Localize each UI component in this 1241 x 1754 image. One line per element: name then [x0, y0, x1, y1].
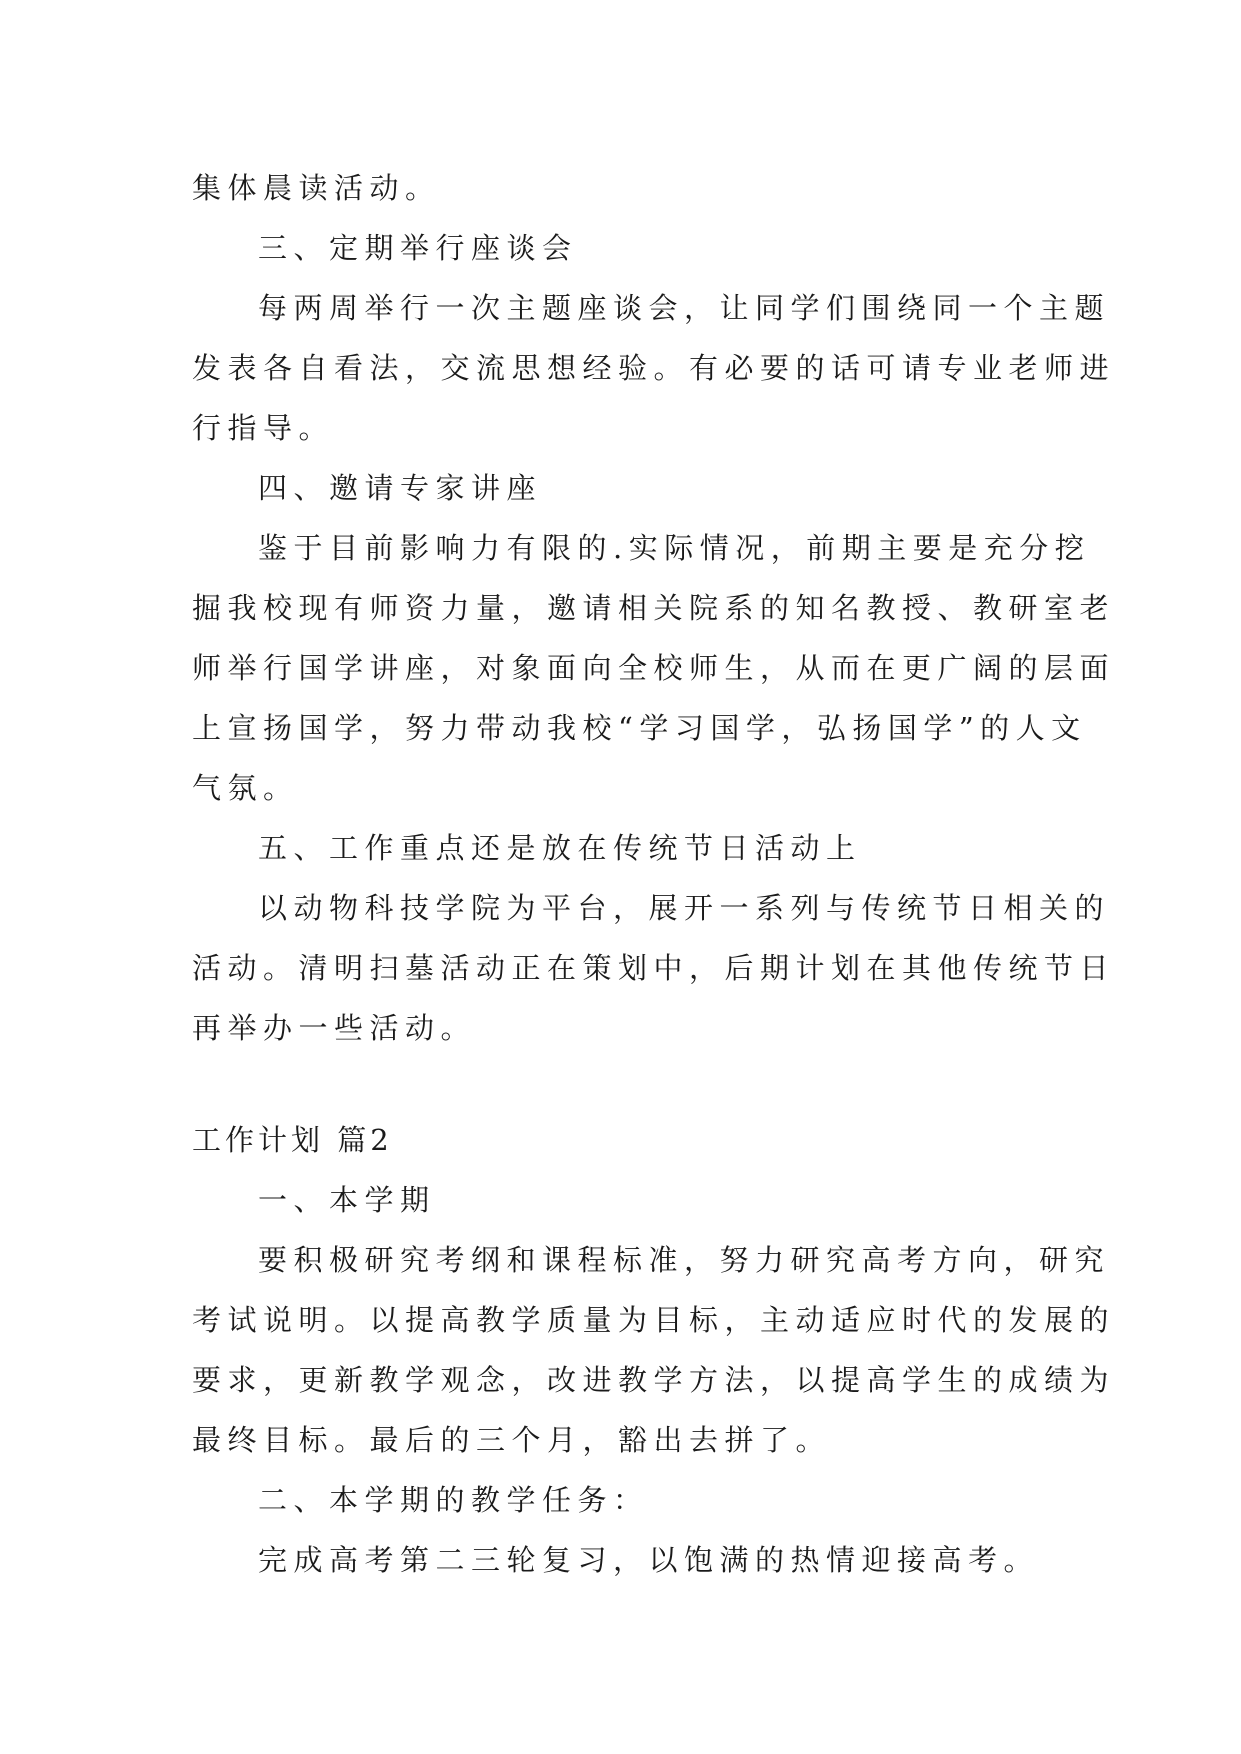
heading-line: 一、本学期 — [258, 1183, 436, 1217]
paragraph-line: 考试说明。以提高教学质量为目标，主动适应时代的发展的 — [192, 1303, 1116, 1337]
paragraph-line: 要积极研究考纲和课程标准，努力研究高考方向，研究 — [258, 1243, 1111, 1277]
paragraph-line: 掘我校现有师资力量，邀请相关院系的知名教授、教研室老 — [192, 591, 1116, 625]
heading-line: 五、工作重点还是放在传统节日活动上 — [258, 831, 862, 865]
paragraph-line: 要求，更新教学观念，改进教学方法，以提高学生的成绩为 — [192, 1363, 1116, 1397]
heading-line: 三、定期举行座谈会 — [258, 231, 578, 265]
paragraph-line: 以动物科技学院为平台，展开一系列与传统节日相关的 — [258, 891, 1111, 925]
paragraph-line: 每两周举行一次主题座谈会，让同学们围绕同一个主题 — [258, 291, 1111, 325]
paragraph-line: 最终目标。最后的三个月，豁出去拼了。 — [192, 1423, 832, 1457]
paragraph-line: 师举行国学讲座，对象面向全校师生，从而在更广阔的层面 — [192, 651, 1116, 685]
paragraph-line: 上宣扬国学，努力带动我校“学习国学，弘扬国学”的人文 — [192, 711, 1087, 745]
section-gap — [192, 1058, 1062, 1110]
heading-line: 四、邀请专家讲座 — [258, 471, 543, 505]
paragraph-line: 完成高考第二三轮复习，以饱满的热情迎接高考。 — [258, 1543, 1040, 1577]
document-page — [192, 158, 1116, 1590]
paragraph-line: 气氛。 — [192, 771, 299, 805]
heading-line: 二、本学期的教学任务： — [258, 1483, 649, 1517]
section-title: 工作计划 篇2 — [192, 1123, 393, 1157]
paragraph-line: 发表各自看法，交流思想经验。有必要的话可请专业老师进 — [192, 351, 1116, 385]
paragraph-line: 行指导。 — [192, 411, 335, 445]
paragraph-line: 鉴于目前影响力有限的.实际情况，前期主要是充分挖 — [258, 531, 1091, 565]
paragraph-line: 集体晨读活动。 — [192, 171, 441, 205]
paragraph-line: 活动。清明扫墓活动正在策划中，后期计划在其他传统节日 — [192, 951, 1116, 985]
paragraph-line: 再举办一些活动。 — [192, 1011, 477, 1045]
